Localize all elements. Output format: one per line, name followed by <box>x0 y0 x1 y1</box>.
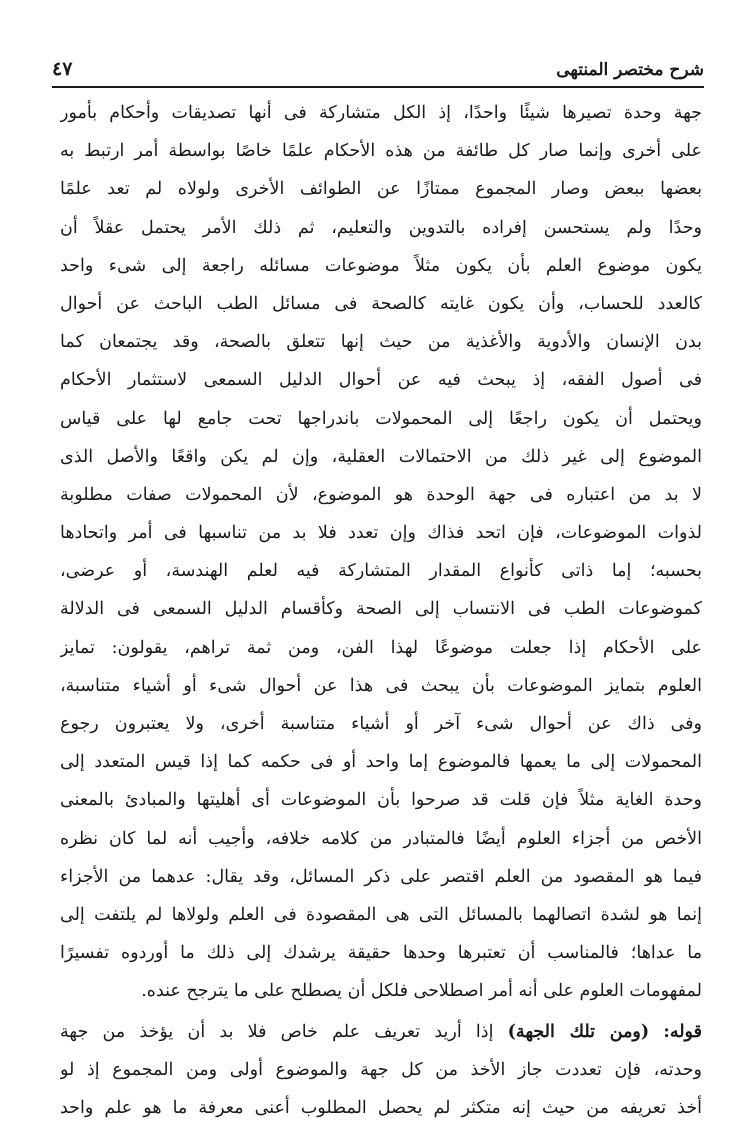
page-number: ٤٧ <box>52 58 72 80</box>
text-line: فيما هو المقصود من العلم اقتصر على ذكر المسائل، وقد يقال: عدهما من الأجزاء <box>60 858 702 896</box>
running-title: شرح مختصر المنتهى <box>556 60 704 80</box>
text-line: جهة وحدة تصيرها شيئًا واحدًا، إذ الكل متشاركة فى أنها تصديقات وأحكام بأمور <box>60 94 702 132</box>
text-line: وفى ذاك عن أحوال شىء آخر أو أشياء متناسبة أخرى، ولا يعتبرون رجوع <box>60 705 702 743</box>
text-line: لمفهومات العلوم على أنه أمر اصطلاحى فلكل أن يصطلح على ما يترجح عنده. <box>60 972 702 1010</box>
paragraph-2 <box>60 1013 702 1127</box>
header-divider <box>52 86 704 88</box>
text-line: المحمولات إلى ما يعمها فالموضوع إما واحد أو فى حكمه كما إذا قيس المتعدد إلى <box>60 743 702 781</box>
paragraph-1 <box>60 94 702 1011</box>
body-text <box>60 94 702 1127</box>
text-line: فى أصول الفقه، إذ يبحث فيه عن أحوال الدليل السمعى لاستثمار الأحكام <box>60 361 702 399</box>
text-line: كموضوعات الطب فى الانتساب إلى الصحة وكأقسام الدليل السمعى فى الدلالة <box>60 590 702 628</box>
text-line: بعضها ببعض وصار المجموع ممتازًا عن الطوائف الأخرى ولولاه لم تعد علمًا <box>60 170 702 208</box>
text-line: أخذ تعريفه من حيث إنه متكثر لم يحصل المطلوب أعنى معرفة ما هو علم واحد <box>60 1089 702 1127</box>
text-line: كالعدد للحساب، وأن يكون غايته كالصحة فى مسائل الطب الباحث عن أحوال <box>60 285 702 323</box>
text-line: بدن الإنسان والأدوية والأغذية من حيث إنها تتعلق بالصحة، وقد يجتمعان كما <box>60 323 702 361</box>
text-line: لا بد من اعتباره فى جهة الوحدة هو الموضوع، لأن المحمولات صفات مطلوبة <box>60 476 702 514</box>
text-line: الموضوع إلى غير ذلك من الاحتمالات العقلية، وإن لم يكن واقعًا والأصل الذى <box>60 438 702 476</box>
text-line: ما عداها؛ فالمناسب أن تعتبرها وحدها حقيقة يرشدك إلى ذلك ما أوردوه تفسيرًا <box>60 934 702 972</box>
page-header <box>52 54 704 84</box>
text-line: بحسبه؛ إما ذاتى كأنواع المقدار المتشاركة فيه لعلم الهندسة، أو عرضى، <box>60 552 702 590</box>
text-line: يكون موضوع العلم بأن يكون مثلاً موضوعات مسائله راجعة إلى شىء واحد <box>60 247 702 285</box>
text-line: لذوات الموضوعات، فإن اتحد فذاك وإن تعدد فلا بد من تناسبها فى أمر واتحادها <box>60 514 702 552</box>
text-line: على أخرى وإنما صار كل طائفة من هذه الأحكام علمًا خاصًا بواسطة أمر ارتبط به <box>60 132 702 170</box>
text-line: على الأحكام إذا جعلت موضوعًا لهذا الفن، ومن ثمة تراهم، يقولون: تمايز <box>60 629 702 667</box>
text-line: الأخص من أجزاء العلوم أيضًا فالمتبادر من كلامه خلافه، وأجيب أنه لما كان نظره <box>60 820 702 858</box>
text-line <box>60 1013 702 1051</box>
commentary-marker: قوله: <box>663 1022 702 1042</box>
text-line: العلوم بتمايز الموضوعات بأن يبحث فى هذا عن أحوال شىء أو أشياء متناسبة، <box>60 667 702 705</box>
quoted-lemma: (ومن تلك الجهة) <box>508 1022 650 1042</box>
text-line: وحدته، فإن تعددت جاز الأخذ من كل جهة والموضوع أولى ومن المجموع إذ لو <box>60 1051 702 1089</box>
text-line: ويحتمل أن يكون راجعًا إلى المحمولات باندراجها تحت جامع لها على قياس <box>60 400 702 438</box>
text-line: وحدة الغاية مثلاً فإن قلت قد صرحوا بأن الموضوعات أى أهليتها والمبادئ بالمعنى <box>60 781 702 819</box>
text-line: إنما هو لشدة اتصالهما بالمسائل التى هى المقصودة فى العلم ولولاها لم يلتفت إلى <box>60 896 702 934</box>
text-line: وحدًا ولم يستحسن إفراده بالتدوين والتعليم، ثم ذلك الأمر يحتمل عقلاً أن <box>60 209 702 247</box>
line-continuation: إذا أريد تعريف علم خاص فلا بد أن يؤخذ من جهة <box>60 1022 493 1042</box>
